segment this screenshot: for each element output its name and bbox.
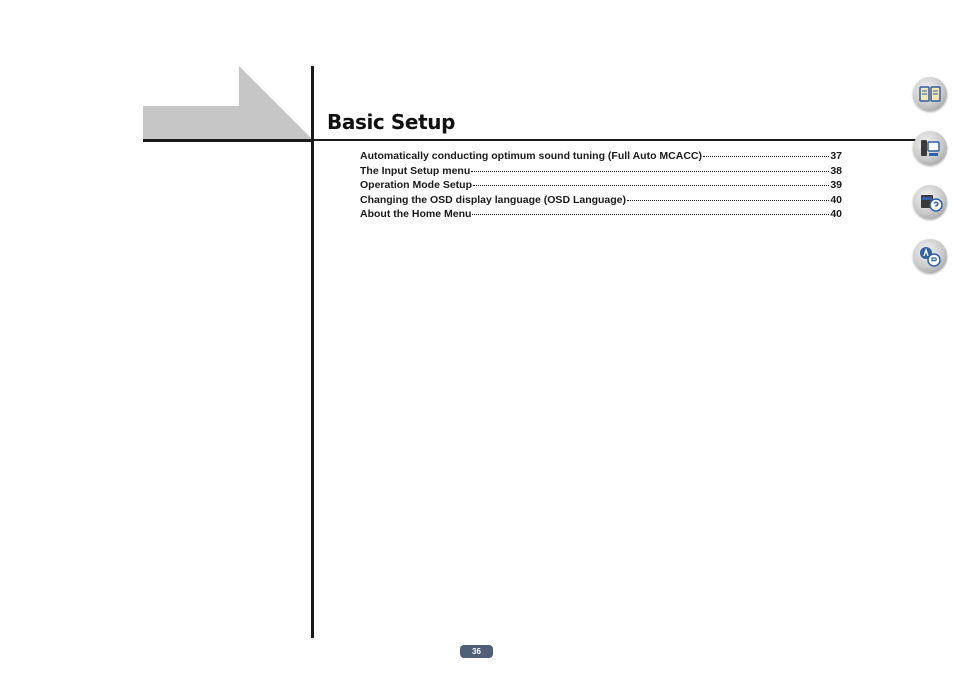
toc-entry-page: 40 bbox=[830, 208, 842, 220]
toc-entry[interactable] bbox=[360, 208, 842, 223]
section-title: Basic Setup bbox=[327, 110, 456, 134]
chapter-tab-arrow bbox=[143, 66, 315, 141]
toc-dot-leader bbox=[627, 192, 829, 201]
toc-entry-title: Operation Mode Setup bbox=[360, 179, 473, 191]
toc-entry-page: 38 bbox=[830, 164, 842, 177]
horizontal-rule-left bbox=[143, 139, 314, 142]
vertical-rule bbox=[311, 66, 314, 638]
page-number-badge: 36 bbox=[460, 645, 493, 658]
toc-dot-leader bbox=[473, 177, 829, 186]
toc-entry-page: 37 bbox=[830, 150, 842, 162]
horizontal-rule-right bbox=[314, 139, 918, 141]
table-of-contents bbox=[360, 150, 842, 223]
toc-dot-leader bbox=[471, 163, 829, 172]
toc-entry-title: Automatically conducting optimum sound tuning (Full Auto MCACC) bbox=[360, 150, 702, 162]
toc-entry-page: 40 bbox=[830, 193, 842, 206]
book-icon[interactable] bbox=[913, 77, 947, 111]
toc-entry-title: The Input Setup menu bbox=[360, 164, 471, 177]
toc-entry-title: Changing the OSD display language (OSD Language) bbox=[360, 193, 627, 206]
abc-icon[interactable] bbox=[913, 239, 947, 273]
faq-icon[interactable] bbox=[913, 185, 947, 219]
device-icon[interactable] bbox=[913, 131, 947, 165]
toc-entry-page: 39 bbox=[830, 179, 842, 191]
toc-dot-leader bbox=[472, 206, 829, 215]
toc-entry-title: About the Home Menu bbox=[360, 208, 472, 220]
toc-dot-leader bbox=[703, 148, 829, 157]
